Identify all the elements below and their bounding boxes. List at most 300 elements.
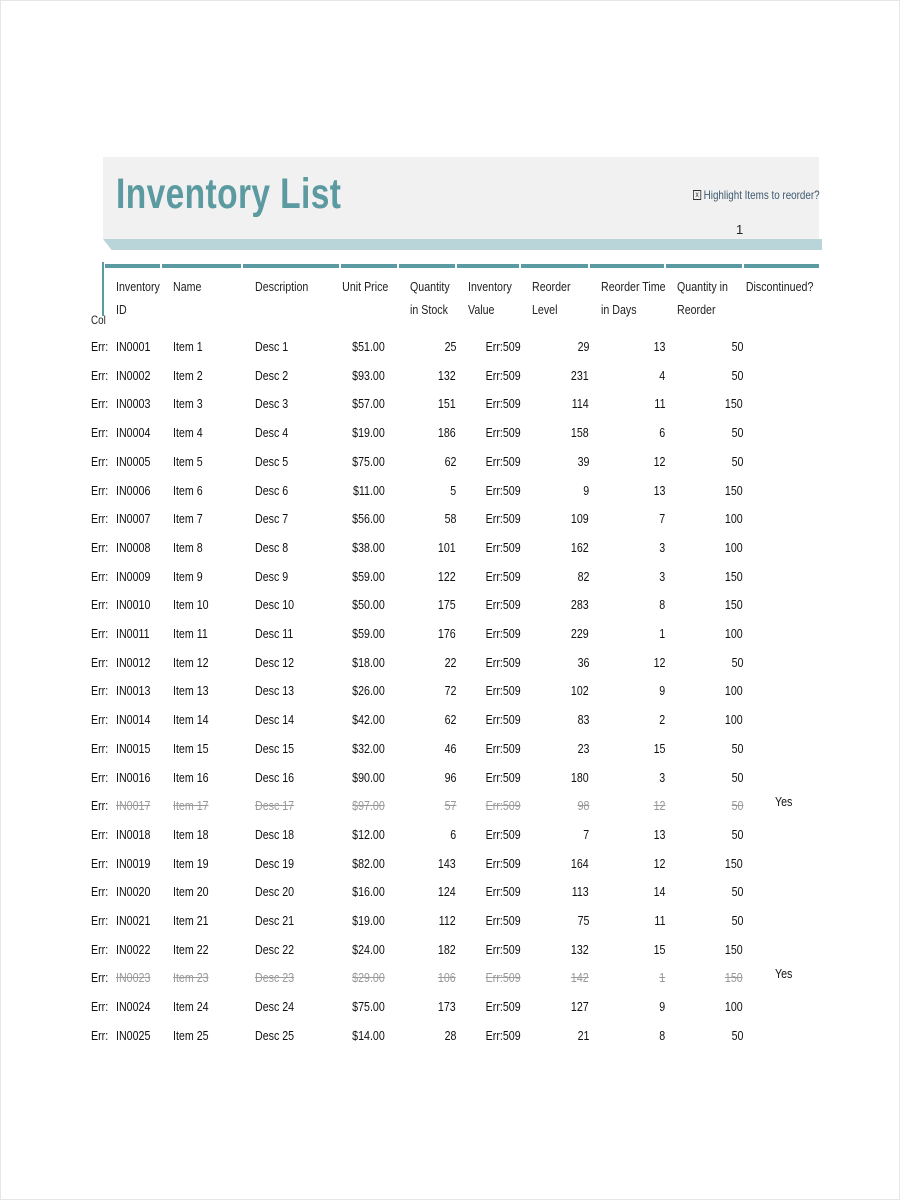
cell-flag[interactable]: Err: — [91, 425, 109, 441]
cell-flag[interactable]: Err: — [91, 367, 109, 383]
cell-reorder-qty[interactable]: 50 — [731, 339, 743, 354]
cell-reorder[interactable]: 98 — [577, 798, 589, 814]
cell-reorder[interactable]: 158 — [571, 425, 589, 441]
cell-days[interactable]: 13 — [653, 826, 665, 842]
cell-qty[interactable]: 143 — [438, 855, 456, 871]
cell-reorder-qty[interactable]: 50 — [731, 826, 743, 842]
cell-qty[interactable]: 5 — [450, 482, 456, 498]
cell-reorder-qty[interactable]: 100 — [725, 511, 743, 527]
header-bar-8 — [666, 264, 742, 268]
cell-value[interactable]: Err:509 — [486, 712, 521, 728]
cell-flag[interactable]: Err: — [91, 654, 109, 670]
cell-price[interactable]: $32.00 — [352, 740, 385, 756]
table-row[interactable] — [0, 337, 900, 357]
cell-qty[interactable]: 106 — [438, 970, 456, 986]
cell-id[interactable]: IN0006 — [116, 482, 151, 498]
cell-value[interactable]: Err:509 — [486, 855, 521, 871]
cell-reorder[interactable]: 132 — [571, 941, 589, 957]
cell-name[interactable]: Item 6 — [173, 482, 203, 498]
cell-value[interactable]: Err:509 — [486, 339, 521, 354]
column-header[interactable]: Reorder Level — [532, 279, 571, 317]
cell-days[interactable]: 11 — [653, 396, 665, 412]
cell-qty[interactable]: 112 — [438, 913, 456, 928]
page-title: Inventory List — [116, 170, 342, 218]
cell-value[interactable]: Err:509 — [486, 425, 521, 441]
cell-id[interactable]: IN0024 — [116, 999, 151, 1015]
cell-desc[interactable]: Desc 23 — [255, 970, 295, 986]
cell-value[interactable]: Err:509 — [486, 826, 521, 842]
cell-reorder-qty[interactable]: 100 — [725, 712, 743, 728]
cell-price[interactable]: $75.00 — [352, 999, 385, 1015]
cell-name[interactable]: Item 25 — [173, 1027, 209, 1043]
cell-price[interactable]: $82.00 — [352, 855, 385, 871]
cell-flag[interactable]: Err: — [91, 1027, 109, 1043]
cell-days[interactable]: 12 — [653, 654, 665, 670]
cell-qty[interactable]: 132 — [438, 367, 456, 383]
table-row[interactable] — [0, 681, 900, 701]
cell-name[interactable]: Item 4 — [173, 425, 203, 441]
cell-reorder-qty[interactable]: 100 — [725, 539, 743, 555]
cell-name[interactable]: Item 10 — [173, 597, 209, 613]
cell-flag[interactable]: Err: — [91, 511, 109, 527]
cell-desc[interactable]: Desc 3 — [255, 396, 289, 412]
cell-desc[interactable]: Desc 2 — [255, 367, 289, 383]
cell-qty[interactable]: 25 — [444, 339, 456, 354]
cell-value[interactable]: Err:509 — [486, 683, 521, 699]
cell-discontinued[interactable]: Yes — [775, 966, 793, 982]
cell-reorder[interactable]: 7 — [583, 826, 589, 842]
cell-price[interactable]: $16.00 — [352, 884, 385, 900]
cell-name[interactable]: Item 12 — [173, 654, 209, 670]
cell-name[interactable]: Item 16 — [173, 769, 209, 785]
column-stub-label: Col — [91, 313, 106, 327]
cell-desc[interactable]: Desc 16 — [255, 769, 295, 785]
cell-desc[interactable]: Desc 20 — [255, 884, 295, 900]
cell-qty[interactable]: 186 — [438, 425, 456, 441]
table-row[interactable] — [0, 624, 900, 644]
cell-reorder[interactable]: 21 — [577, 1027, 589, 1043]
cell-desc[interactable]: Desc 14 — [255, 712, 295, 728]
cell-id[interactable]: IN0002 — [116, 367, 151, 383]
cell-days[interactable]: 3 — [659, 769, 665, 785]
cell-qty[interactable]: 62 — [444, 712, 456, 728]
cell-id[interactable]: IN0017 — [116, 798, 151, 814]
cell-name[interactable]: Item 20 — [173, 884, 209, 900]
cell-qty[interactable]: 173 — [438, 999, 456, 1015]
cell-days[interactable]: 9 — [659, 683, 665, 699]
cell-reorder-qty[interactable]: 100 — [725, 626, 743, 641]
cell-flag[interactable]: Err: — [91, 970, 109, 986]
cell-reorder-qty[interactable]: 50 — [731, 367, 743, 383]
cell-flag[interactable]: Err: — [91, 482, 109, 498]
cell-name[interactable]: Item 21 — [173, 913, 209, 928]
cell-id[interactable]: IN0023 — [116, 970, 151, 986]
table-row[interactable] — [0, 567, 900, 587]
cell-days[interactable]: 8 — [659, 597, 665, 613]
cell-qty[interactable]: 101 — [438, 539, 456, 555]
cell-price[interactable]: $19.00 — [352, 913, 385, 928]
cell-reorder-qty[interactable]: 150 — [725, 482, 743, 498]
cell-flag[interactable]: Err: — [91, 999, 109, 1015]
cell-flag[interactable]: Err: — [91, 539, 109, 555]
cell-reorder-qty[interactable]: 50 — [731, 453, 743, 469]
cell-value[interactable]: Err:509 — [486, 941, 521, 957]
cell-reorder-qty[interactable]: 150 — [725, 970, 743, 986]
cell-id[interactable]: IN0011 — [116, 626, 150, 641]
cell-qty[interactable]: 6 — [450, 826, 456, 842]
cell-reorder-qty[interactable]: 50 — [731, 425, 743, 441]
cell-days[interactable]: 3 — [659, 568, 665, 584]
cell-value[interactable]: Err:509 — [486, 740, 521, 756]
cell-reorder[interactable]: 164 — [571, 855, 589, 871]
cell-name[interactable]: Item 24 — [173, 999, 209, 1015]
cell-name[interactable]: Item 11 — [173, 626, 208, 641]
cell-reorder[interactable]: 283 — [571, 597, 589, 613]
column-header[interactable]: Inventory Value — [468, 279, 512, 317]
cell-qty[interactable]: 62 — [444, 453, 456, 469]
cell-qty[interactable]: 96 — [444, 769, 456, 785]
cell-value[interactable]: Err:509 — [486, 769, 521, 785]
cell-reorder[interactable]: 82 — [577, 568, 589, 584]
cell-days[interactable]: 11 — [653, 913, 665, 928]
cell-days[interactable]: 8 — [659, 1027, 665, 1043]
cell-id[interactable]: IN0010 — [116, 597, 151, 613]
cell-name[interactable]: Item 23 — [173, 970, 209, 986]
cell-price[interactable]: $29.00 — [352, 970, 385, 986]
cell-name[interactable]: Item 14 — [173, 712, 209, 728]
column-header[interactable]: Unit Price — [341, 279, 388, 294]
cell-price[interactable]: $18.00 — [352, 654, 385, 670]
cell-days[interactable]: 15 — [653, 941, 665, 957]
cell-desc[interactable]: Desc 7 — [255, 511, 289, 527]
cell-value[interactable]: Err:509 — [486, 597, 521, 613]
table-left-rule — [102, 262, 104, 316]
cell-reorder[interactable]: 229 — [571, 626, 589, 641]
cell-value[interactable]: Err:509 — [486, 913, 521, 928]
cell-discontinued[interactable]: Yes — [775, 794, 793, 810]
cell-reorder-qty[interactable]: 150 — [725, 568, 743, 584]
table-row[interactable] — [0, 739, 900, 759]
cell-reorder[interactable]: 23 — [577, 740, 589, 756]
cell-desc[interactable]: Desc 9 — [255, 568, 289, 584]
cell-desc[interactable]: Desc 24 — [255, 999, 295, 1015]
cell-flag[interactable]: Err: — [91, 913, 109, 928]
cell-desc[interactable]: Desc 21 — [255, 913, 295, 928]
highlight-reorder-label: Highlight Items to reorder? — [703, 188, 820, 202]
highlight-reorder-option[interactable] — [693, 188, 820, 202]
cell-id[interactable]: IN0012 — [116, 654, 151, 670]
cell-desc[interactable]: Desc 17 — [255, 798, 295, 814]
cell-days[interactable]: 1 — [659, 970, 665, 986]
cell-value[interactable]: Err:509 — [486, 884, 521, 900]
cell-price[interactable]: $19.00 — [352, 425, 385, 441]
table-row[interactable] — [0, 940, 900, 960]
cell-price[interactable]: $57.00 — [352, 396, 385, 412]
table-row[interactable] — [0, 882, 900, 902]
cell-price[interactable]: $24.00 — [352, 941, 385, 957]
cell-days[interactable]: 13 — [653, 339, 665, 354]
table-row[interactable] — [0, 653, 900, 673]
cell-days[interactable]: 7 — [659, 511, 665, 527]
cell-desc[interactable]: Desc 11 — [255, 626, 294, 641]
cell-desc[interactable]: Desc 15 — [255, 740, 295, 756]
cell-reorder[interactable]: 127 — [571, 999, 589, 1015]
cell-id[interactable]: IN0009 — [116, 568, 151, 584]
cell-days[interactable]: 1 — [659, 626, 665, 641]
cell-flag[interactable]: Err: — [91, 683, 109, 699]
cell-price[interactable]: $59.00 — [352, 626, 385, 641]
column-header[interactable]: Inventory ID — [116, 279, 160, 317]
cell-price[interactable]: $26.00 — [352, 683, 385, 699]
table-row[interactable] — [0, 538, 900, 558]
column-header[interactable]: Description — [255, 279, 309, 294]
cell-name[interactable]: Item 7 — [173, 511, 203, 527]
cell-flag[interactable]: Err: — [91, 941, 109, 957]
table-row[interactable] — [0, 710, 900, 730]
cell-id[interactable]: IN0016 — [116, 769, 151, 785]
cell-reorder[interactable]: 83 — [577, 712, 589, 728]
cell-id[interactable]: IN0005 — [116, 453, 151, 469]
cell-reorder-qty[interactable]: 50 — [731, 884, 743, 900]
cell-reorder-qty[interactable]: 100 — [725, 683, 743, 699]
cell-price[interactable]: $51.00 — [352, 339, 385, 354]
cell-id[interactable]: IN0013 — [116, 683, 151, 699]
cell-qty[interactable]: 28 — [444, 1027, 456, 1043]
cell-id[interactable]: IN0021 — [116, 913, 151, 928]
cell-flag[interactable]: Err: — [91, 339, 109, 354]
cell-desc[interactable]: Desc 22 — [255, 941, 295, 957]
cell-value[interactable]: Err:509 — [486, 511, 521, 527]
table-row[interactable] — [0, 595, 900, 615]
cell-days[interactable]: 2 — [659, 712, 665, 728]
cell-name[interactable]: Item 19 — [173, 855, 209, 871]
table-row[interactable] — [0, 968, 900, 988]
cell-flag[interactable]: Err: — [91, 884, 109, 900]
cell-name[interactable]: Item 17 — [173, 798, 209, 814]
cell-name[interactable]: Item 15 — [173, 740, 209, 756]
cell-desc[interactable]: Desc 1 — [255, 339, 289, 354]
cell-price[interactable]: $90.00 — [352, 769, 385, 785]
cell-id[interactable]: IN0015 — [116, 740, 151, 756]
table-row[interactable] — [0, 796, 900, 816]
cell-flag[interactable]: Err: — [91, 826, 109, 842]
cell-desc[interactable]: Desc 5 — [255, 453, 289, 469]
cell-days[interactable]: 12 — [653, 453, 665, 469]
header-bar-2 — [243, 264, 339, 268]
header-bar-4 — [399, 264, 455, 268]
cell-qty[interactable]: 122 — [438, 568, 456, 584]
cell-reorder-qty[interactable]: 150 — [725, 396, 743, 412]
cell-flag[interactable]: Err: — [91, 568, 109, 584]
cell-qty[interactable]: 182 — [438, 941, 456, 957]
column-header[interactable]: Quantity in Stock — [410, 279, 450, 317]
cell-id[interactable]: IN0008 — [116, 539, 151, 555]
cell-value[interactable]: Err:509 — [486, 798, 521, 814]
cell-id[interactable]: IN0001 — [116, 339, 151, 354]
table-row[interactable] — [0, 481, 900, 501]
cell-reorder[interactable]: 231 — [571, 367, 589, 383]
table-row[interactable] — [0, 509, 900, 529]
column-header[interactable]: Quantity in Reorder — [677, 279, 728, 317]
cell-id[interactable]: IN0004 — [116, 425, 151, 441]
highlight-reorder-value: 1 — [736, 222, 744, 237]
cell-reorder[interactable]: 180 — [571, 769, 589, 785]
cell-desc[interactable]: Desc 10 — [255, 597, 295, 613]
cell-id[interactable]: IN0020 — [116, 884, 151, 900]
cell-price[interactable]: $50.00 — [352, 597, 385, 613]
cell-days[interactable]: 3 — [659, 539, 665, 555]
cell-desc[interactable]: Desc 19 — [255, 855, 295, 871]
cell-value[interactable]: Err:509 — [486, 999, 521, 1015]
column-header[interactable]: Name — [173, 279, 202, 294]
cell-reorder-qty[interactable]: 50 — [731, 769, 743, 785]
cell-desc[interactable]: Desc 13 — [255, 683, 295, 699]
cell-flag[interactable]: Err: — [91, 626, 109, 641]
table-row[interactable] — [0, 394, 900, 414]
column-header[interactable]: Reorder Time in Days — [601, 279, 666, 317]
cell-name[interactable]: Item 1 — [173, 339, 203, 354]
cell-reorder-qty[interactable]: 100 — [725, 999, 743, 1015]
cell-flag[interactable]: Err: — [91, 712, 109, 728]
cell-reorder[interactable]: 36 — [577, 654, 589, 670]
cell-reorder-qty[interactable]: 50 — [731, 798, 743, 814]
table-row[interactable] — [0, 452, 900, 472]
cell-flag[interactable]: Err: — [91, 453, 109, 469]
cell-days[interactable]: 6 — [659, 425, 665, 441]
cell-flag[interactable]: Err: — [91, 396, 109, 412]
cell-reorder-qty[interactable]: 50 — [731, 1027, 743, 1043]
cell-days[interactable]: 12 — [653, 855, 665, 871]
cell-price[interactable]: $56.00 — [352, 511, 385, 527]
cell-name[interactable]: Item 9 — [173, 568, 203, 584]
cell-price[interactable]: $11.00 — [353, 482, 385, 498]
cell-name[interactable]: Item 18 — [173, 826, 209, 842]
cell-value[interactable]: Err:509 — [486, 970, 521, 986]
cell-price[interactable]: $93.00 — [352, 367, 385, 383]
cell-flag[interactable]: Err: — [91, 769, 109, 785]
cell-reorder[interactable]: 39 — [577, 453, 589, 469]
cell-name[interactable]: Item 3 — [173, 396, 203, 412]
cell-qty[interactable]: 175 — [438, 597, 456, 613]
cell-desc[interactable]: Desc 4 — [255, 425, 289, 441]
cell-name[interactable]: Item 22 — [173, 941, 209, 957]
cell-flag[interactable]: Err: — [91, 597, 109, 613]
checkbox-icon[interactable]: x — [693, 190, 701, 200]
cell-name[interactable]: Item 13 — [173, 683, 209, 699]
cell-reorder[interactable]: 142 — [571, 970, 589, 986]
cell-qty[interactable]: 124 — [438, 884, 456, 900]
cell-qty[interactable]: 22 — [444, 654, 456, 670]
header-bar-5 — [457, 264, 519, 268]
table-row[interactable] — [0, 768, 900, 788]
cell-id[interactable]: IN0007 — [116, 511, 151, 527]
cell-reorder-qty[interactable]: 150 — [725, 855, 743, 871]
cell-value[interactable]: Err:509 — [486, 396, 521, 412]
cell-reorder-qty[interactable]: 50 — [731, 740, 743, 756]
cell-reorder[interactable]: 75 — [577, 913, 589, 928]
cell-reorder-qty[interactable]: 150 — [725, 597, 743, 613]
cell-reorder[interactable]: 113 — [571, 884, 589, 900]
table-row[interactable] — [0, 423, 900, 443]
cell-price[interactable]: $42.00 — [352, 712, 385, 728]
table-row[interactable] — [0, 911, 900, 931]
cell-id[interactable]: IN0019 — [116, 855, 151, 871]
table-row[interactable] — [0, 997, 900, 1017]
cell-name[interactable]: Item 5 — [173, 453, 203, 469]
cell-qty[interactable]: 58 — [444, 511, 456, 527]
cell-id[interactable]: IN0025 — [116, 1027, 151, 1043]
cell-flag[interactable]: Err: — [91, 855, 109, 871]
cell-days[interactable]: 9 — [659, 999, 665, 1015]
cell-id[interactable]: IN0018 — [116, 826, 151, 842]
cell-value[interactable]: Err:509 — [486, 1027, 521, 1043]
cell-name[interactable]: Item 2 — [173, 367, 203, 383]
cell-price[interactable]: $97.00 — [352, 798, 385, 814]
cell-qty[interactable]: 151 — [438, 396, 456, 412]
cell-flag[interactable]: Err: — [91, 740, 109, 756]
cell-reorder[interactable]: 102 — [571, 683, 589, 699]
cell-days[interactable]: 14 — [653, 884, 665, 900]
table-row[interactable] — [0, 854, 900, 874]
cell-desc[interactable]: Desc 6 — [255, 482, 289, 498]
cell-desc[interactable]: Desc 25 — [255, 1027, 295, 1043]
cell-desc[interactable]: Desc 12 — [255, 654, 295, 670]
cell-qty[interactable]: 176 — [438, 626, 456, 641]
cell-value[interactable]: Err:509 — [486, 539, 521, 555]
cell-id[interactable]: IN0022 — [116, 941, 151, 957]
title-ribbon-tail — [810, 239, 822, 250]
cell-price[interactable]: $14.00 — [352, 1027, 385, 1043]
cell-days[interactable]: 15 — [653, 740, 665, 756]
cell-value[interactable]: Err:509 — [486, 367, 521, 383]
cell-value[interactable]: Err:509 — [486, 568, 521, 584]
cell-value[interactable]: Err:509 — [486, 626, 521, 641]
header-bar-1 — [162, 264, 241, 268]
cell-reorder[interactable]: 109 — [571, 511, 589, 527]
cell-value[interactable]: Err:509 — [486, 654, 521, 670]
cell-qty[interactable]: 57 — [444, 798, 456, 814]
cell-days[interactable]: 4 — [659, 367, 665, 383]
table-row[interactable] — [0, 1026, 900, 1046]
table-row[interactable] — [0, 366, 900, 386]
cell-reorder[interactable]: 9 — [583, 482, 589, 498]
cell-reorder[interactable]: 162 — [571, 539, 589, 555]
column-header[interactable]: Discontinued? — [745, 279, 813, 294]
cell-days[interactable]: 12 — [653, 798, 665, 814]
cell-days[interactable]: 13 — [653, 482, 665, 498]
cell-value[interactable]: Err:509 — [486, 482, 521, 498]
cell-reorder-qty[interactable]: 150 — [725, 941, 743, 957]
cell-qty[interactable]: 72 — [444, 683, 456, 699]
cell-price[interactable]: $75.00 — [352, 453, 385, 469]
cell-reorder-qty[interactable]: 50 — [731, 913, 743, 928]
cell-price[interactable]: $59.00 — [352, 568, 385, 584]
cell-qty[interactable]: 46 — [444, 740, 456, 756]
cell-reorder[interactable]: 114 — [571, 396, 589, 412]
cell-value[interactable]: Err:509 — [486, 453, 521, 469]
table-row[interactable] — [0, 825, 900, 845]
cell-reorder-qty[interactable]: 50 — [731, 654, 743, 670]
cell-desc[interactable]: Desc 8 — [255, 539, 289, 555]
cell-price[interactable]: $12.00 — [352, 826, 385, 842]
cell-name[interactable]: Item 8 — [173, 539, 203, 555]
cell-id[interactable]: IN0014 — [116, 712, 151, 728]
cell-desc[interactable]: Desc 18 — [255, 826, 295, 842]
cell-price[interactable]: $38.00 — [352, 539, 385, 555]
cell-id[interactable]: IN0003 — [116, 396, 151, 412]
cell-reorder[interactable]: 29 — [577, 339, 589, 354]
cell-flag[interactable]: Err: — [91, 798, 109, 814]
